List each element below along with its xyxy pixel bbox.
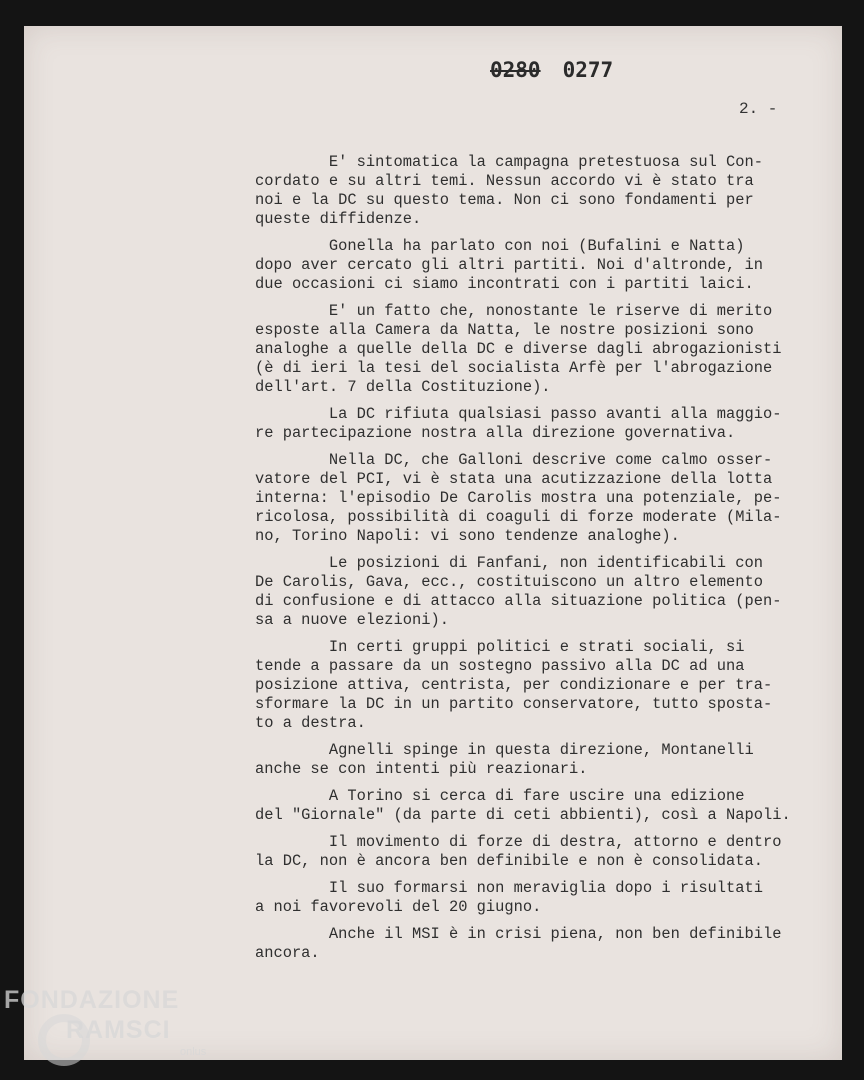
text-line: di confusione e di attacco alla situazione politica (pen- — [255, 592, 782, 610]
paragraph — [255, 451, 815, 546]
text-line: vatore del PCI, vi è stata una acutizzazione della lotta — [255, 470, 773, 488]
text-line: dell'art. 7 della Costituzione). — [255, 378, 551, 396]
paragraph — [255, 237, 815, 294]
text-line: analoghe a quelle della DC e diverse dagli abrogazionisti — [255, 340, 782, 358]
stamp-new-number: 0277 — [562, 58, 614, 82]
paragraph — [255, 554, 815, 630]
paragraph — [255, 741, 815, 779]
text-line: Gonella ha parlato con noi (Bufalini e Natta) — [255, 237, 745, 255]
text-line: Anche il MSI è in crisi piena, non ben definibile — [255, 925, 782, 943]
text-line: (è di ieri la tesi del socialista Arfè per l'abrogazione — [255, 359, 773, 377]
text-line: sformare la DC in un partito conservatore, tutto sposta- — [255, 695, 773, 713]
text-line: tende a passare da un sostegno passivo alla DC ad una — [255, 657, 745, 675]
watermark-line1: FONDAZIONE — [4, 986, 180, 1014]
paragraph — [255, 833, 815, 871]
watermark-tag: onlus — [180, 1046, 207, 1058]
text-line: In certi gruppi politici e strati sociali, si — [255, 638, 745, 656]
text-line: del "Giornale" (da parte di ceti abbienti), così a Napoli. — [255, 806, 791, 824]
text-line: Il movimento di forze di destra, attorno e dentro — [255, 833, 782, 851]
text-line: Agnelli spinge in questa direzione, Montanelli — [255, 741, 754, 759]
body-text — [255, 153, 815, 971]
paragraph — [255, 638, 815, 733]
text-line: De Carolis, Gava, ecc., costituiscono un altro elemento — [255, 573, 763, 591]
paragraph — [255, 787, 815, 825]
text-line: ricolosa, possibilità di coaguli di forze moderate (Mila- — [255, 508, 782, 526]
text-line: E' sintomatica la campagna pretestuosa sul Con- — [255, 153, 763, 171]
text-line: dopo aver cercato gli altri partiti. Noi d'altronde, in — [255, 256, 763, 274]
watermark-line2: RAMSCI — [66, 1016, 171, 1044]
text-line: interna: l'episodio De Carolis mostra una potenziale, pe- — [255, 489, 782, 507]
text-line: La DC rifiuta qualsiasi passo avanti alla maggio- — [255, 405, 782, 423]
paragraph — [255, 153, 815, 229]
text-line: re partecipazione nostra alla direzione governativa. — [255, 424, 736, 442]
paragraph — [255, 405, 815, 443]
text-line: queste diffidenze. — [255, 210, 422, 228]
stamp-old-number: 0280 — [490, 58, 541, 82]
text-line: A Torino si cerca di fare uscire una edizione — [255, 787, 745, 805]
text-line: to a destra. — [255, 714, 366, 732]
text-line: la DC, non è ancora ben definibile e non è consolidata. — [255, 852, 763, 870]
fondazione-gramsci-watermark — [4, 986, 234, 1076]
archive-stamp — [490, 58, 613, 82]
text-line: Le posizioni di Fanfani, non identificabili con — [255, 554, 763, 572]
text-line: a noi favorevoli del 20 giugno. — [255, 898, 542, 916]
text-line: esposte alla Camera da Natta, le nostre posizioni sono — [255, 321, 754, 339]
text-line: due occasioni ci siamo incontrati con i partiti laici. — [255, 275, 754, 293]
text-line: noi e la DC su questo tema. Non ci sono fondamenti per — [255, 191, 754, 209]
text-line: E' un fatto che, nonostante le riserve di merito — [255, 302, 773, 320]
paragraph — [255, 879, 815, 917]
text-line: no, Torino Napoli: vi sono tendenze analoghe). — [255, 527, 680, 545]
page-marker: 2. - — [739, 100, 778, 118]
text-line: sa a nuove elezioni). — [255, 611, 449, 629]
paragraph — [255, 302, 815, 397]
text-line: ancora. — [255, 944, 320, 962]
paragraph — [255, 925, 815, 963]
text-line: Il suo formarsi non meraviglia dopo i risultati — [255, 879, 763, 897]
text-line: cordato e su altri temi. Nessun accordo vi è stato tra — [255, 172, 754, 190]
text-line: Nella DC, che Galloni descrive come calmo osser- — [255, 451, 773, 469]
text-line: anche se con intenti più reazionari. — [255, 760, 588, 778]
text-line: posizione attiva, centrista, per condizionare e per tra- — [255, 676, 773, 694]
